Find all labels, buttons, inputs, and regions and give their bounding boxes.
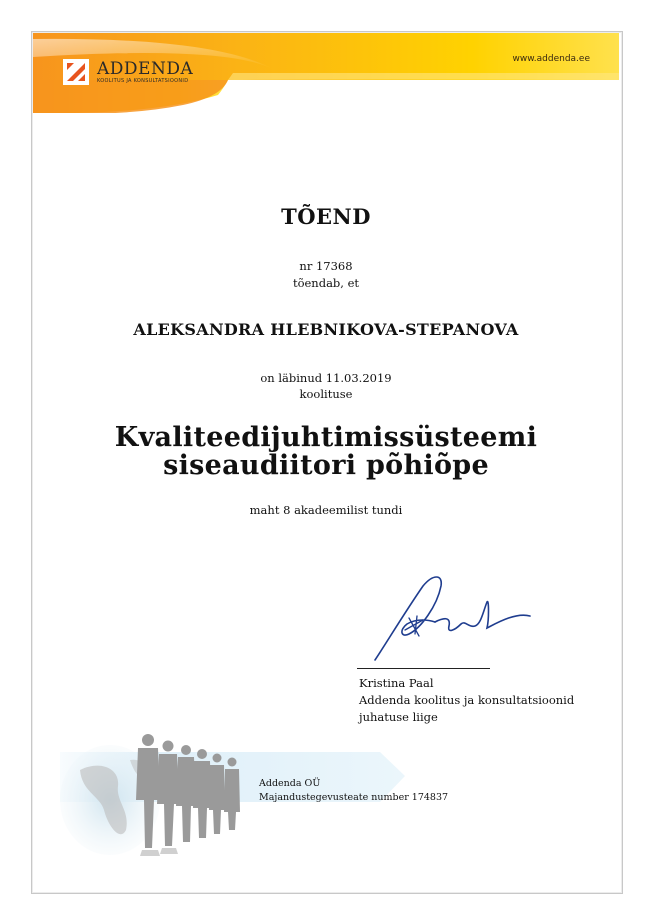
course-title-line-2: siseaudiitori põhiõpe	[163, 450, 489, 481]
course-volume: maht 8 akadeemilist tundi	[249, 503, 403, 517]
certificate-title: TÕEND	[281, 204, 371, 229]
signer-organization: Addenda koolitus ja konsultatsioonid	[359, 693, 575, 707]
signature-image	[365, 572, 535, 667]
certifies-text: tõendab, et	[292, 276, 360, 290]
website-link[interactable]: www.addenda.ee	[512, 54, 590, 64]
logo-subtitle: KOOLITUS JA KONSULTATSIOONID	[97, 78, 189, 84]
course-title	[0, 424, 652, 480]
completion-text: on läbinud 11.03.2019	[260, 371, 392, 385]
company-name: Addenda OÜ	[259, 778, 321, 789]
recipient-name: ALEKSANDRA HLEBNIKOVA-STEPANOVA	[133, 320, 519, 339]
signature-line	[357, 668, 490, 669]
logo-wordmark: ADDENDA	[97, 59, 194, 79]
course-title-line-1: Kvaliteedijuhtimissüsteemi	[114, 422, 538, 453]
addenda-logo-icon	[63, 59, 89, 85]
signer-block	[359, 675, 574, 726]
signer-position: juhatuse liige	[359, 710, 438, 724]
training-word: koolituse	[299, 387, 353, 401]
certificate-number: nr 17368	[299, 259, 353, 273]
company-registry: Majandustegevusteate number 174837	[259, 792, 449, 803]
signer-name: Kristina Paal	[359, 676, 434, 690]
company-block	[259, 777, 448, 805]
